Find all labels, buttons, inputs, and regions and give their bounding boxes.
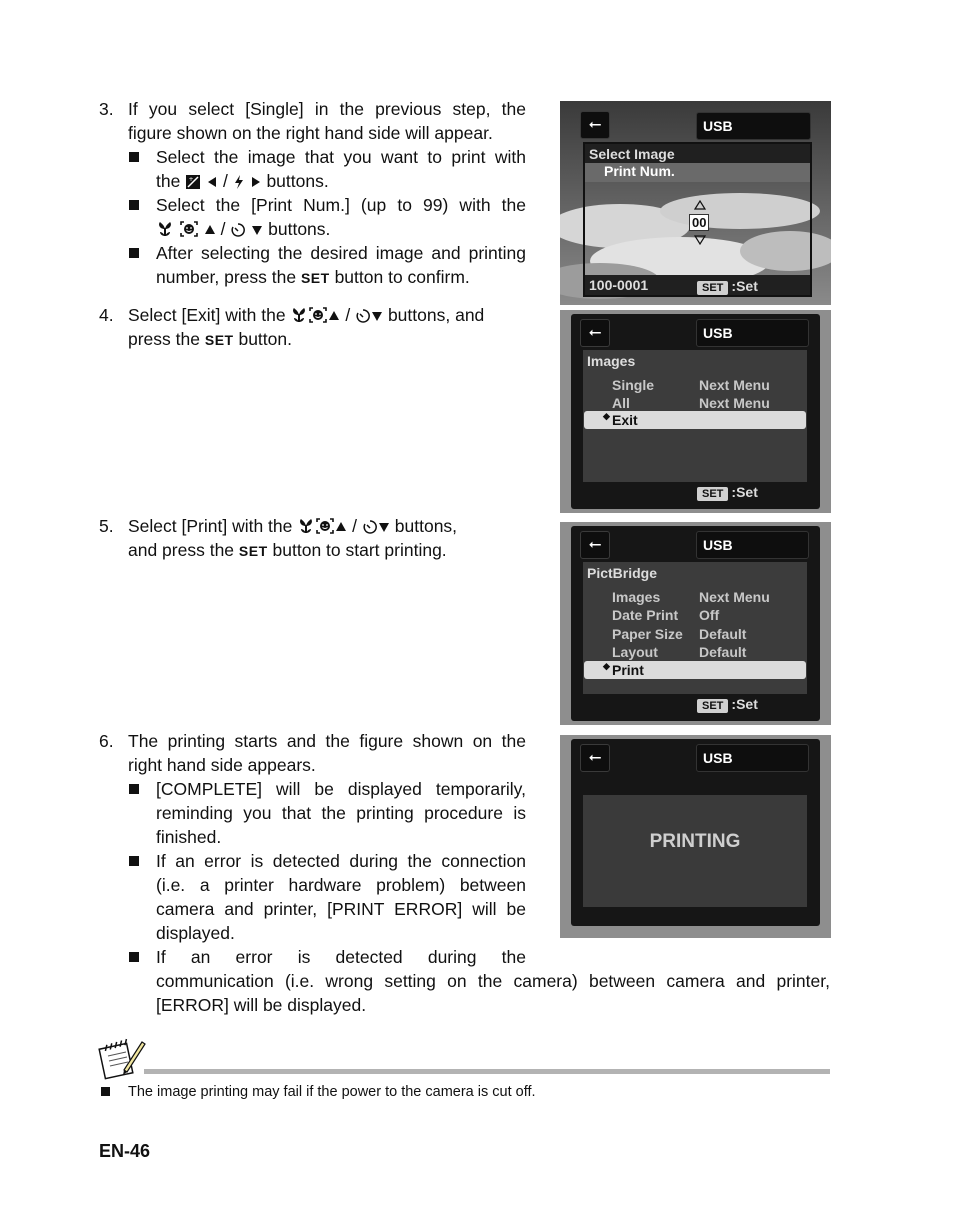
set-hint (697, 278, 758, 295)
camera-screen-pictbridge (560, 522, 831, 725)
left-arrow-icon (206, 174, 218, 190)
screen-title: Images (587, 353, 636, 369)
menu-item-label: Images (612, 589, 661, 605)
bullet-icon (129, 200, 139, 210)
menu-item-selected (584, 411, 806, 429)
step-6-bullet-1-line-3: finished. (156, 827, 222, 847)
screen-title: PictBridge (587, 565, 658, 581)
bullet-icon (101, 1087, 110, 1096)
step-6-bullet-3-line-1: If an error is detected during the (156, 947, 526, 967)
note-divider (144, 1069, 830, 1074)
file-number: 100-0001 (589, 277, 649, 293)
selected-label: Print (612, 662, 644, 678)
usb-icon: ⭠ (580, 111, 610, 139)
usb-icon: ⭠ (580, 744, 610, 772)
set-button-label: SET (204, 332, 234, 348)
step-4-line2-post: button. (238, 329, 292, 349)
svg-text:+: + (188, 176, 194, 183)
menu-item-value: Next Menu (699, 377, 770, 393)
set-suffix: :Set (731, 484, 758, 500)
camera-screen-images (560, 310, 831, 513)
note-text: The image printing may fail if the power to the camera is cut off. (128, 1084, 536, 1100)
bullet-icon (129, 248, 139, 258)
face-detect-icon (308, 306, 328, 324)
step-6-number: 6. (99, 731, 114, 751)
menu-item-value: Next Menu (699, 589, 770, 605)
face-detect-icon (315, 517, 335, 535)
step-4-pre: Select [Exit] with the (128, 305, 286, 325)
step-5-line-1 (128, 514, 528, 538)
set-suffix: :Set (731, 696, 758, 712)
bullet-icon (129, 952, 139, 962)
step-6-bullet-2-line-4: displayed. (156, 923, 235, 943)
set-button-label: SET (300, 270, 330, 286)
step-4-post: buttons, and (387, 305, 485, 325)
set-button-label: SET (238, 543, 268, 559)
macro-icon (297, 517, 315, 535)
notepad-pencil-icon (98, 1036, 148, 1080)
camera-screen-select-image (560, 101, 831, 305)
step-3-bullet-3-post: button to confirm. (334, 267, 470, 287)
menu-item-value: Default (699, 644, 747, 660)
step-5-post: buttons, (394, 516, 458, 536)
bullet-icon (129, 784, 139, 794)
up-arrow-icon (328, 308, 340, 324)
right-arrow-icon (250, 174, 262, 190)
step-3-bullet-2-line-1: Select the [Print Num.] (up to 99) with the (156, 195, 526, 215)
step-3-number: 3. (99, 99, 114, 119)
step-4-line2-pre: press the (128, 329, 200, 349)
step-3-bullet-1-line-2 (156, 169, 526, 193)
usb-icon: ⭠ (580, 319, 610, 347)
bullet-icon (129, 856, 139, 866)
step-5-line2-pre: and press the (128, 540, 235, 560)
usb-mode-label: USB (696, 319, 809, 347)
menu-item-selected (584, 661, 806, 679)
set-hint (697, 696, 758, 713)
slash: / (345, 305, 351, 325)
down-arrow-icon (378, 519, 390, 535)
self-timer-icon (230, 222, 246, 238)
usb-mode-label: USB (696, 744, 809, 772)
up-arrow-icon (335, 519, 347, 535)
step-6-line-1: The printing starts and the figure shown on the (128, 731, 526, 751)
selected-label: Exit (612, 412, 638, 428)
menu-item-label: Paper Size (612, 626, 683, 642)
step-4-number: 4. (99, 305, 114, 325)
count-up-arrow-icon (694, 200, 706, 210)
macro-icon (290, 306, 308, 324)
slash: / (352, 516, 358, 536)
step-6-bullet-1-line-2: reminding you that the printing procedure is (156, 803, 526, 823)
print-num-label: Print Num. (604, 163, 675, 179)
page-number: EN-46 (99, 1141, 151, 1161)
exposure-icon (185, 174, 201, 190)
camera-screen-printing (560, 735, 831, 938)
set-chip: SET (697, 281, 728, 295)
up-arrow-icon (204, 222, 216, 238)
step-3-bullet-3-line-1: After selecting the desired image and printing (156, 243, 526, 263)
step-3-line-2: figure shown on the right hand side will appear. (128, 123, 493, 143)
step-3-bullet-2-end: buttons. (268, 219, 331, 239)
slash: / (222, 171, 228, 191)
step-6-bullet-2-line-3: camera and printer, [PRINT ERROR] will be (156, 899, 526, 919)
down-arrow-icon (371, 308, 383, 324)
menu-item-label: Date Print (612, 607, 679, 623)
step-3-bullet-3-line-2 (156, 265, 526, 290)
usb-mode-label: USB (696, 112, 811, 140)
step-6-bullet-3-line-2: communication (i.e. wrong setting on the camera) between camera and printer, (156, 971, 830, 991)
usb-mode-label: USB (696, 531, 809, 559)
print-count-value: 00 (689, 214, 709, 231)
bullet-icon (129, 152, 139, 162)
step-3-bullet-1-end: buttons. (266, 171, 329, 191)
step-6-bullet-1-line-1: [COMPLETE] will be displayed temporarily, (156, 779, 526, 799)
step-6-bullet-2-line-2: (i.e. a printer hardware problem) between (156, 875, 526, 895)
set-suffix: :Set (731, 278, 758, 294)
menu-item-label: Single (612, 377, 655, 393)
step-5-line-2 (128, 538, 528, 563)
step-4-line-2 (128, 327, 528, 352)
menu-item-label: Layout (612, 644, 658, 660)
step-3-bullet-1-line-1: Select the image that you want to print with (156, 147, 526, 167)
printing-message: PRINTING (649, 831, 741, 852)
step-5-number: 5. (99, 516, 114, 536)
step-4-line-1 (128, 303, 528, 327)
self-timer-icon (355, 308, 371, 324)
step-5-pre: Select [Print] with the (128, 516, 293, 536)
menu-item-value: Off (699, 607, 720, 623)
down-arrow-icon (251, 222, 263, 238)
selection-dot-icon: ◆ (603, 411, 610, 421)
step-5-line2-post: button to start printing. (272, 540, 447, 560)
count-down-arrow-icon (694, 235, 706, 245)
word-the: the (156, 171, 181, 191)
step-3-bullet-2-line-2 (156, 217, 526, 241)
flash-icon (233, 174, 245, 190)
set-chip: SET (697, 699, 728, 713)
macro-icon (156, 220, 174, 238)
selection-dot-icon: ◆ (603, 661, 610, 671)
step-6-bullet-2-line-1: If an error is detected during the connection (156, 851, 526, 871)
self-timer-icon (362, 519, 378, 535)
menu-item-label: All (612, 395, 630, 411)
step-3-bullet-3-pre: number, press the (156, 267, 297, 287)
menu-item-value: Default (699, 626, 747, 642)
slash: / (220, 219, 226, 239)
set-chip: SET (697, 487, 728, 501)
step-6-line-2: right hand side appears. (128, 755, 316, 775)
step-6-bullet-3-line-3: [ERROR] will be displayed. (156, 995, 367, 1015)
menu-item-value: Next Menu (699, 395, 770, 411)
step-3-line-1: If you select [Single] in the previous step, the (128, 99, 526, 119)
set-hint (697, 484, 758, 501)
face-detect-icon (179, 220, 199, 238)
usb-icon: ⭠ (580, 531, 610, 559)
screen-title: Select Image (589, 146, 675, 162)
